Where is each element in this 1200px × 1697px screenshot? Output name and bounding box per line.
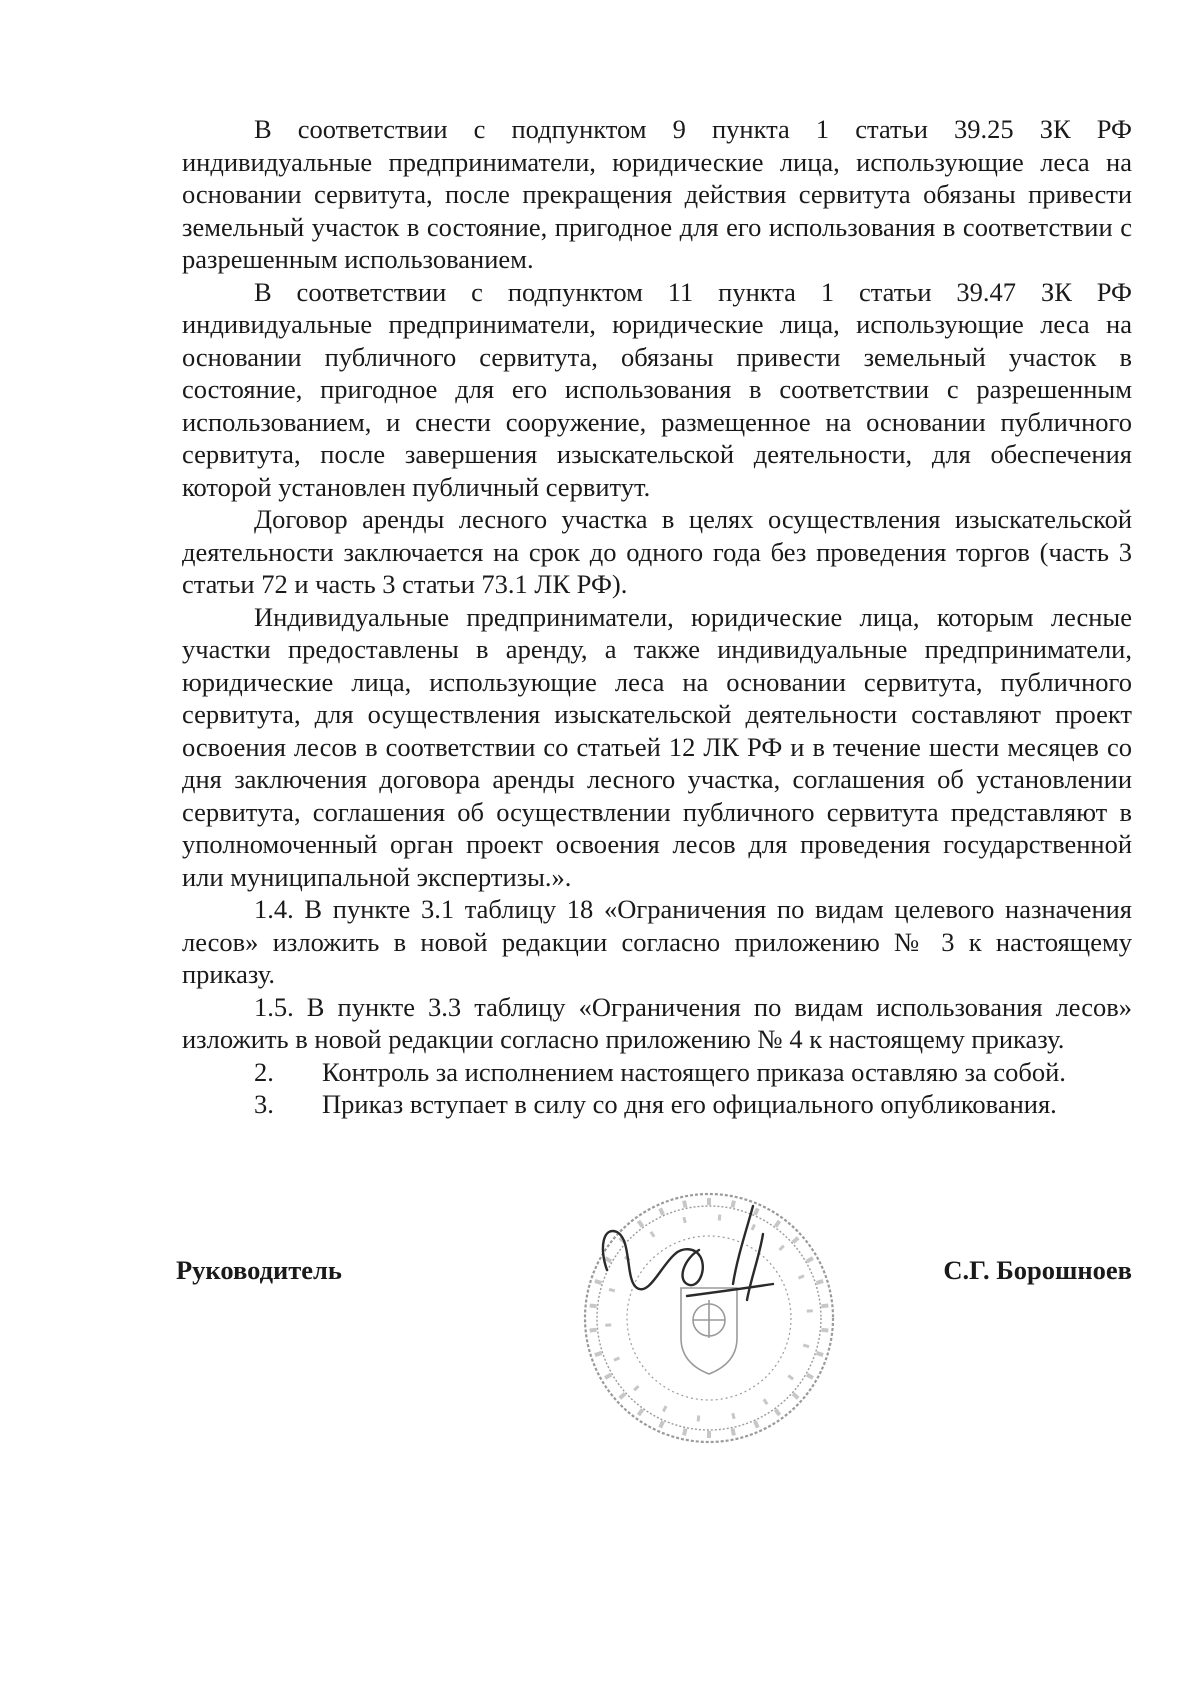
list-item bbox=[182, 1088, 1132, 1121]
seal-emblem bbox=[681, 1288, 737, 1374]
official-seal bbox=[577, 1188, 841, 1448]
list-item-text: Приказ вступает в силу со дня его официального опубликования. bbox=[322, 1089, 1057, 1119]
paragraph-item-1-4: 1.4. В пункте 3.1 таблицу 18 «Ограничения по видам целевого назначения лесов» изложить в новой редакции согласно приложению № 3 к настоящему приказу. bbox=[182, 894, 1132, 989]
document-body bbox=[182, 113, 1132, 1121]
paragraph-forest-project: Индивидуальные предприниматели, юридические лица, которым лесные участки предоставлены в аренду, а также индивидуальные предприниматели, юридические лица, использующие леса на основании сервитута, публичного сервитута, для осуществления изыскательской деятельности составляют проект освоения лесов в соответствии со статьей 12 ЛК РФ и в течение шести месяцев со дня заключения договора аренды лесного участка, соглашения об установлении сервитута, соглашения об осуществлении публичного сервитута представляют в уполномоченный орган проект освоения лесов для проведения государственной или муниципальной экспертизы.». bbox=[182, 601, 1132, 892]
paragraph-servitude: В соответствии с подпунктом 9 пункта 1 статьи 39.25 ЗК РФ индивидуальные предприниматели, юридические лица, использующие леса на основании сервитута, после прекращения действия сервитута обязаны привести земельный участок в состояние, пригодное для его использования в соответствии с разрешенным использованием. bbox=[182, 114, 1132, 274]
paragraph-item-1-5: 1.5. В пункте 3.3 таблицу «Ограничения по видам использования лесов» изложить в новой редакции согласно приложению № 4 к настоящему приказу. bbox=[182, 991, 1132, 1054]
list-item-number: 2. bbox=[254, 1056, 274, 1087]
paragraph-public-servitude: В соответствии с подпунктом 11 пункта 1 статьи 39.47 ЗК РФ индивидуальные предприниматели, юридические лица, использующие леса на основании публичного сервитута, обязаны привести земельный участок в состояние, пригодное для его использования в соответствии с разрешенным использованием, и снести сооружение, размещенное на основании публичного сервитута, после завершения изыскательской деятельности, для обеспечения которой установлен публичный сервитут. bbox=[182, 276, 1132, 502]
list-item bbox=[182, 1056, 1132, 1089]
list-item-text: Контроль за исполнением настоящего приказа оставляю за собой. bbox=[322, 1056, 1066, 1087]
signatory-position: Руководитель bbox=[176, 1255, 342, 1285]
signatory-name: С.Г. Борошноев bbox=[943, 1255, 1132, 1285]
handwritten-signature bbox=[603, 1206, 773, 1300]
list-item-number: 3. bbox=[254, 1089, 274, 1119]
paragraph-lease-agreement: Договор аренды лесного участка в целях осуществления изыскательской деятельности заключается на срок до одного года без проведения торгов (часть 3 статьи 72 и часть 3 статьи 73.1 ЛК РФ). bbox=[182, 504, 1132, 599]
